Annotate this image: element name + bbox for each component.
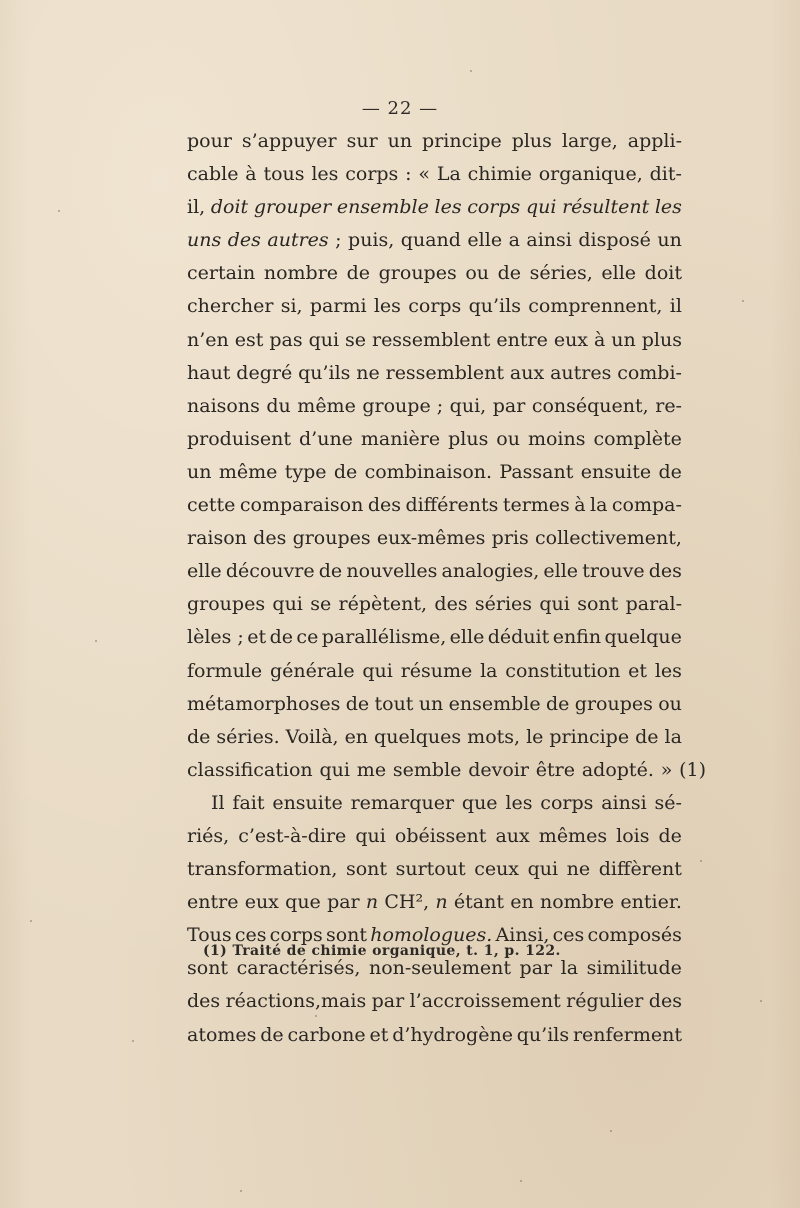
text-line (187, 853, 682, 886)
word: qui (319, 758, 350, 781)
word: adopté. (581, 758, 654, 781)
word: mêmes (538, 824, 608, 847)
text-line (187, 688, 682, 721)
word: elle (543, 560, 579, 583)
word: lois (616, 824, 650, 847)
word: réactions,mais (225, 990, 367, 1013)
word: principe (422, 130, 502, 152)
word: un (187, 460, 212, 483)
word: un (418, 692, 444, 715)
word: à (594, 328, 606, 351)
word: que (285, 891, 321, 914)
word: il (669, 295, 682, 318)
text-line (187, 522, 682, 555)
word: n (365, 891, 379, 914)
word: haut (187, 361, 231, 384)
word: est (234, 328, 264, 351)
word: les (505, 791, 533, 814)
word: ou (658, 692, 682, 715)
word: autres (550, 361, 612, 384)
word: de (635, 725, 659, 748)
text-line (187, 489, 682, 522)
word: groupes (187, 593, 266, 616)
word: du (266, 394, 291, 417)
word: doit (644, 262, 682, 285)
word: les (654, 196, 682, 219)
paper-speck (700, 860, 702, 862)
word: de (260, 1023, 284, 1046)
word: re- (655, 394, 682, 417)
word: constitution (505, 659, 621, 682)
word: quand (400, 229, 461, 252)
word: il, (187, 196, 206, 219)
word: produisent (187, 427, 292, 450)
word: différents (405, 494, 499, 517)
word: séries. (216, 725, 280, 748)
word: les (434, 196, 462, 219)
word: résultent (562, 196, 650, 219)
word: étant (453, 891, 504, 914)
word: déduit (487, 626, 550, 649)
word: riés, (187, 824, 230, 847)
word: renferment (572, 1023, 682, 1046)
paper-speck (315, 1015, 317, 1017)
word: c’est-à-dire (238, 824, 347, 847)
word: mots, (467, 725, 521, 748)
word: transformation, (187, 858, 338, 881)
word: les (373, 295, 401, 318)
word: n’en (187, 328, 229, 351)
word: sont (345, 858, 387, 881)
word: remarquer (350, 791, 455, 814)
word: pris (491, 527, 529, 550)
word: combinaison. (364, 460, 493, 483)
word: ne (356, 361, 380, 384)
word: complète (593, 427, 682, 450)
word: qui (308, 328, 340, 351)
word: carbone (287, 1023, 366, 1046)
paper-speck (760, 1000, 762, 1002)
text-line (187, 390, 682, 423)
page-number: — 22 — (361, 98, 439, 119)
word: cette (187, 494, 236, 517)
word: disposé (578, 229, 651, 252)
word: qui (539, 593, 570, 616)
word: en (510, 891, 534, 914)
word: large, (561, 130, 618, 152)
word: autres (267, 229, 329, 252)
word: de (346, 262, 371, 285)
text-line (187, 191, 682, 224)
word: un (611, 328, 636, 351)
word: la (480, 659, 498, 682)
word: ressemblent (385, 361, 505, 384)
word: des (367, 494, 401, 517)
word: de (318, 560, 343, 583)
word: s’appuyer (241, 130, 337, 152)
word: ressemblent (371, 328, 491, 351)
word: à (574, 494, 586, 517)
word: obéissent (394, 824, 487, 847)
word: nombre (539, 891, 615, 914)
word: se (345, 328, 367, 351)
word: et (369, 1023, 389, 1046)
word: pas (269, 328, 303, 351)
word: répètent, (338, 593, 428, 616)
word: entier. (620, 891, 682, 914)
word: les (311, 163, 339, 186)
word: qu’ils (516, 1023, 570, 1046)
word: organique, (538, 163, 643, 186)
word: plus (511, 130, 552, 152)
word: elle (187, 560, 222, 583)
word: entre (496, 328, 548, 351)
paper-speck (742, 300, 744, 302)
word: découvre (225, 560, 315, 583)
word: fait (232, 791, 265, 814)
word: Tous (187, 924, 232, 947)
word: comprennent, (528, 295, 663, 318)
word: ne (566, 858, 591, 881)
word: elle (449, 626, 485, 649)
word: que (461, 791, 498, 814)
word: ces (552, 924, 585, 947)
text-line (187, 655, 682, 688)
text-line (187, 257, 682, 290)
text-line (187, 985, 682, 1018)
paper-speck (610, 1130, 612, 1132)
word: homologues. (370, 924, 493, 947)
word: qui, (449, 394, 487, 417)
word: grouper (253, 196, 332, 219)
word: aux (495, 824, 530, 847)
paper-speck (95, 640, 97, 642)
word: eux (244, 891, 279, 914)
paper-speck (240, 1190, 242, 1192)
word: appli- (627, 130, 682, 152)
word: des (253, 527, 287, 550)
word: principe (549, 725, 630, 748)
text-line (187, 456, 682, 489)
word: compa- (611, 494, 682, 517)
word: des (434, 593, 468, 616)
word: générale (269, 659, 355, 682)
word: un (387, 130, 413, 152)
word: des (648, 560, 682, 583)
word: entre (187, 891, 239, 914)
text-line (187, 125, 682, 158)
word: ensemble (448, 692, 541, 715)
word: me (356, 758, 387, 781)
word: qui (525, 196, 557, 219)
word: parallélisme, (321, 626, 447, 649)
word: corps (345, 163, 399, 186)
word: se (310, 593, 332, 616)
word: groupe ; (362, 394, 444, 417)
footnote: (1) Traité de chimie organique, t. 1, p. 122. (203, 943, 561, 959)
word: CH², (384, 891, 430, 914)
word: le (526, 725, 544, 748)
word: même (218, 460, 278, 483)
paper-speck (132, 1040, 134, 1042)
word: plus (448, 427, 489, 450)
word: caractérisés, (236, 957, 361, 980)
text-line (187, 621, 682, 654)
word: puis, (348, 229, 395, 252)
word: qui (362, 659, 393, 682)
word: la (560, 957, 579, 980)
word: groupes (574, 692, 653, 715)
word: d’hydrogène (392, 1023, 513, 1046)
text-line (187, 886, 682, 919)
word: surtout (395, 858, 466, 881)
word: analogies, (441, 560, 540, 583)
word: qui (527, 858, 559, 881)
word: corps (408, 295, 462, 318)
word: aux (509, 361, 545, 384)
word: paral- (625, 593, 682, 616)
word: moins (527, 427, 586, 450)
word: d’une (299, 427, 353, 450)
word: degré (236, 361, 293, 384)
word: de (497, 262, 522, 285)
word: chimie (467, 163, 532, 186)
word: quelque (604, 626, 682, 649)
word: en (344, 725, 369, 748)
text-line (187, 224, 682, 257)
word: lèles ; (187, 626, 244, 649)
text-line (187, 158, 682, 191)
word: termes (502, 494, 570, 517)
text-line (187, 357, 682, 390)
word: certain (187, 262, 256, 285)
word: si, (280, 295, 303, 318)
word: naisons (187, 394, 260, 417)
word: corps (269, 924, 323, 947)
word: nouvelles (346, 560, 438, 583)
word: sont (577, 593, 619, 616)
word: semble (392, 758, 462, 781)
paper-speck (30, 920, 32, 922)
word: séries, (529, 262, 593, 285)
word: par (492, 394, 526, 417)
word: plus (641, 328, 682, 351)
word: elle (601, 262, 637, 285)
word: tous (263, 163, 305, 186)
word: composés (587, 924, 682, 947)
text-line (187, 324, 682, 357)
word: de (269, 626, 293, 649)
word: ou (496, 427, 520, 450)
text-line (187, 423, 682, 456)
word: tout (374, 692, 414, 715)
word: uns (187, 229, 222, 252)
word: ou (465, 262, 489, 285)
word: être (535, 758, 576, 781)
word: de (546, 692, 570, 715)
word: diffèrent (598, 858, 682, 881)
word: de (187, 725, 211, 748)
word: type (284, 460, 327, 483)
word: par (371, 990, 405, 1013)
text-line (187, 1019, 682, 1052)
word: groupes (292, 527, 371, 550)
word: cable (187, 163, 239, 186)
word: nombre (263, 262, 339, 285)
word: groupes (378, 262, 457, 285)
text-line (187, 290, 682, 323)
word: de (333, 460, 358, 483)
word: ainsi (601, 791, 647, 814)
word: : (405, 163, 412, 186)
word: à (245, 163, 257, 186)
paper-speck (520, 1180, 522, 1182)
word: ainsi (526, 229, 572, 252)
word: par (327, 891, 360, 914)
text-line (187, 787, 682, 820)
text-line (187, 588, 682, 621)
word: Passant (499, 460, 574, 483)
word: la (590, 494, 608, 517)
word: conséquent, (531, 394, 649, 417)
word: et (247, 626, 267, 649)
word: de (345, 692, 370, 715)
word: qu’ils (468, 295, 521, 318)
word: métamorphoses (187, 692, 341, 715)
word: séries (474, 593, 533, 616)
text-line (187, 820, 682, 853)
word: des (648, 990, 682, 1013)
word: elle (467, 229, 503, 252)
word: corps (467, 196, 521, 219)
word: manière (360, 427, 441, 450)
word: enfin (552, 626, 602, 649)
word: « (418, 163, 430, 186)
word: atomes (187, 1023, 257, 1046)
word: ces (234, 924, 267, 947)
word: sont (187, 957, 229, 980)
word: et (628, 659, 648, 682)
word: quelques (374, 725, 462, 748)
text-line (187, 555, 682, 588)
word: qui (272, 593, 303, 616)
word: ceux (474, 858, 520, 881)
word: collectivement, (534, 527, 682, 550)
word: résume (400, 659, 473, 682)
word: comparaison (239, 494, 364, 517)
word: ; (335, 229, 342, 252)
word: l’accroissement (409, 990, 561, 1013)
word: sont (325, 924, 368, 947)
word: eux (553, 328, 589, 351)
word: ensuite (580, 460, 652, 483)
word: de (658, 824, 682, 847)
word: un (657, 229, 682, 252)
word: sé- (654, 791, 682, 814)
word: la (664, 725, 682, 748)
paper-speck (58, 210, 60, 212)
word: corps (540, 791, 594, 814)
word: raison (187, 527, 247, 550)
word: sur (346, 130, 378, 152)
word: trouve (582, 560, 645, 583)
word: Voilà, (285, 725, 339, 748)
word: régulier (566, 990, 644, 1013)
word: devoir (468, 758, 529, 781)
word: eux-mêmes (376, 527, 486, 550)
word: par (519, 957, 553, 980)
word: ce (296, 626, 319, 649)
paper-speck (470, 70, 472, 72)
word: ensuite (272, 791, 343, 814)
word: doit (210, 196, 249, 219)
word: chercher (187, 295, 274, 318)
word: qui (355, 824, 386, 847)
word: de (658, 460, 682, 483)
word: qu’ils (298, 361, 351, 384)
text-line (187, 754, 707, 787)
word: pour (187, 130, 232, 152)
word: classification (187, 758, 313, 781)
text-line (187, 721, 682, 754)
word: non-seulement (368, 957, 511, 980)
word: les (654, 659, 682, 682)
word: La (436, 163, 461, 186)
word: ensemble (336, 196, 429, 219)
word: similitude (586, 957, 682, 980)
word: formule (187, 659, 263, 682)
word: des (187, 990, 221, 1013)
word: a (508, 229, 520, 252)
word: même (297, 394, 356, 417)
word: Il (211, 791, 225, 814)
word: n (435, 891, 448, 914)
body-text (187, 125, 707, 1052)
word: Ainsi, (495, 924, 550, 947)
word: combi- (617, 361, 682, 384)
word: parmi (309, 295, 367, 318)
word: (1) (679, 758, 707, 781)
word: dit- (649, 163, 682, 186)
word: » (660, 758, 673, 781)
word: des (227, 229, 261, 252)
